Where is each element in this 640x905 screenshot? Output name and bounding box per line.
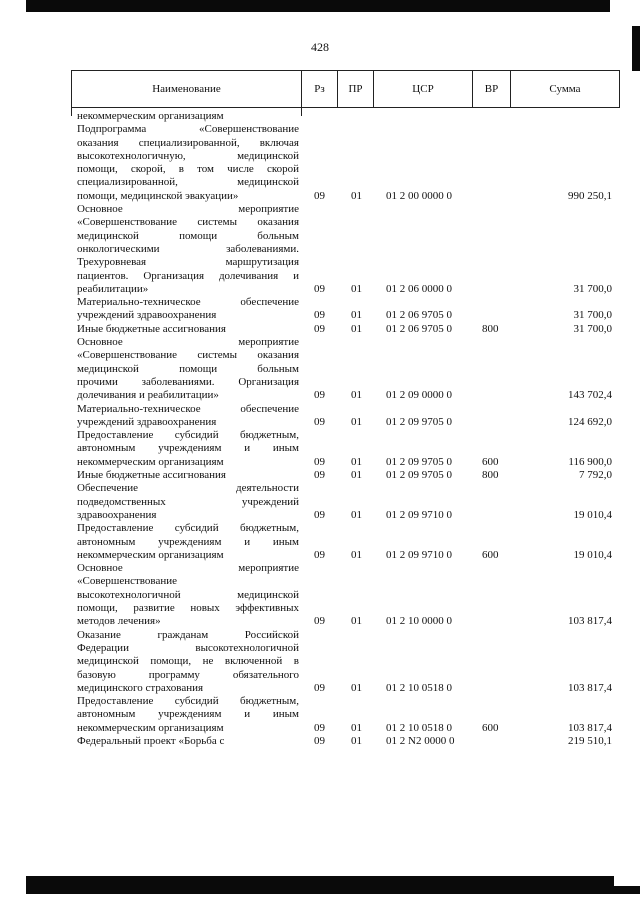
row-csr: 01 2 06 0000 0: [386, 282, 452, 295]
row-csr: 01 2 10 0518 0: [386, 681, 452, 694]
row-sum: 124 692,0: [568, 415, 612, 428]
table-row: [0, 629, 640, 696]
row-csr: 01 2 00 0000 0: [386, 189, 452, 202]
row-csr: 01 2 10 0000 0: [386, 615, 452, 628]
row-pr: 01: [351, 415, 362, 428]
row-vr: 800: [482, 469, 499, 482]
row-name-line: реабилитации»: [77, 282, 149, 295]
row-rz: 09: [314, 455, 325, 468]
row-name-line: оказания специализированной, включая: [77, 136, 299, 149]
row-name-line: некоммерческим организациям: [77, 721, 224, 734]
row-name-line: «Совершенствование: [77, 575, 177, 588]
table-row: [0, 403, 640, 430]
row-sum: 103 817,4: [568, 615, 612, 628]
row-rz: 09: [314, 681, 325, 694]
row-name-line: Основное мероприятие: [77, 562, 299, 575]
row-sum: 31 700,0: [573, 309, 612, 322]
row-name-line: Обеспечение деятельности: [77, 482, 299, 495]
row-name: [77, 203, 299, 296]
row-sum: 143 702,4: [568, 389, 612, 402]
row-pr: 01: [351, 735, 362, 748]
row-rz: 09: [314, 309, 325, 322]
table-row: [0, 695, 640, 735]
row-pr: 01: [351, 389, 362, 402]
header-csr: ЦСР: [374, 71, 473, 107]
row-name-line: некоммерческим организациям: [77, 548, 224, 561]
row-csr: 01 2 10 0518 0: [386, 721, 452, 734]
header-vr: ВР: [473, 71, 511, 107]
row-name-line: автономным учреждениям и иным: [77, 442, 299, 455]
row-rz: 09: [314, 508, 325, 521]
row-name: [77, 323, 299, 336]
row-name-line: помощи, развитие новых эффективных: [77, 602, 299, 615]
row-name-line: долечивания и реабилитации»: [77, 389, 219, 402]
scan-border-bottom: [26, 876, 614, 894]
row-csr: 01 2 09 9710 0: [386, 548, 452, 561]
table-row: [0, 735, 640, 748]
row-pr: 01: [351, 469, 362, 482]
row-name-line: прочими заболеваниями. Организация: [77, 375, 299, 388]
row-rz: 09: [314, 548, 325, 561]
row-rz: 09: [314, 469, 325, 482]
row-rz: 09: [314, 282, 325, 295]
row-csr: 01 2 09 0000 0: [386, 389, 452, 402]
row-name-line: здравоохранения: [77, 508, 157, 521]
table-row: [0, 469, 640, 482]
table-row: [0, 296, 640, 323]
row-vr: 600: [482, 455, 499, 468]
row-name: [77, 296, 299, 323]
row-rz: 09: [314, 735, 325, 748]
row-pr: 01: [351, 455, 362, 468]
row-sum: 7 792,0: [579, 469, 612, 482]
row-name-line: Материально-техническое обеспечение: [77, 402, 299, 415]
page-number: 428: [311, 40, 329, 54]
row-pr: 01: [351, 282, 362, 295]
row-name-line: медицинского страхования: [77, 681, 204, 694]
row-csr: 01 2 09 9705 0: [386, 455, 452, 468]
row-sum: 31 700,0: [573, 322, 612, 335]
row-pr: 01: [351, 189, 362, 202]
header-sum: Сумма: [549, 83, 581, 95]
row-sum: 219 510,1: [568, 735, 612, 748]
table-row: [0, 429, 640, 469]
row-name-line: медицинской помощи больным: [77, 229, 299, 242]
row-name-line: высокотехнологичную, медицинской: [77, 149, 299, 162]
row-name-line: «Совершенствование системы оказания: [77, 216, 299, 229]
row-csr: 01 2 06 9705 0: [386, 309, 452, 322]
row-name-line: методов лечения»: [77, 615, 161, 628]
scan-border-corner: [614, 886, 640, 894]
table-row: [0, 123, 640, 203]
row-name: [77, 469, 299, 482]
row-csr: 01 2 06 9705 0: [386, 322, 452, 335]
row-name-line: медицинской помощи больным: [77, 362, 299, 375]
row-name-line: Иные бюджетные ассигнования: [77, 322, 226, 335]
row-rz: 09: [314, 721, 325, 734]
row-vr: 600: [482, 548, 499, 561]
row-name: [77, 522, 299, 562]
row-pr: 01: [351, 508, 362, 521]
row-name: [77, 403, 299, 430]
row-sum: 19 010,4: [573, 508, 612, 521]
row-name-line: автономным учреждениям и иным: [77, 708, 299, 721]
row-name-line: Материально-техническое обеспечение: [77, 296, 299, 309]
row-name-line: учреждений здравоохранения: [77, 415, 217, 428]
row-pr: 01: [351, 721, 362, 734]
row-name-line: Федеральный проект «Борьба с: [77, 735, 225, 748]
row-name-line: базовую программу обязательного: [77, 668, 299, 681]
row-pr: 01: [351, 681, 362, 694]
row-sum: 19 010,4: [573, 548, 612, 561]
table-row: [0, 336, 640, 403]
row-name: [77, 123, 299, 203]
scan-border-top: [26, 0, 610, 12]
row-name-line: Основное мероприятие: [77, 203, 299, 216]
row-name-line: некоммерческим организациям: [77, 110, 224, 122]
row-name: [77, 695, 299, 735]
row-sum: 103 817,4: [568, 681, 612, 694]
row-pr: 01: [351, 309, 362, 322]
table-header: [71, 70, 620, 108]
table-row: [0, 323, 640, 336]
row-csr: 01 2 09 9710 0: [386, 508, 452, 521]
header-pr: ПР: [338, 71, 374, 107]
row-name-line: Федерации высокотехнологичной: [77, 641, 299, 654]
header-rz: Рз: [302, 71, 338, 107]
row-rz: 09: [314, 615, 325, 628]
table-row: [0, 522, 640, 562]
row-name-line: Основное мероприятие: [77, 336, 299, 349]
header-name: Наименование: [72, 71, 302, 107]
row-vr: 800: [482, 322, 499, 335]
row-pr: 01: [351, 322, 362, 335]
row-sum: 103 817,4: [568, 721, 612, 734]
row-name-line: Подпрограмма «Совершенствование: [77, 123, 299, 136]
row-rz: 09: [314, 415, 325, 428]
row-name: [77, 735, 299, 748]
row-vr: 600: [482, 721, 499, 734]
row-name-line: автономным учреждениям и иным: [77, 535, 299, 548]
row-name: [77, 482, 299, 522]
row-name-line: специализированной, медицинской: [77, 176, 299, 189]
table-row: [0, 562, 640, 629]
table-row: [0, 203, 640, 296]
row-csr: 01 2 09 9705 0: [386, 469, 452, 482]
row-name-line: некоммерческим организациям: [77, 455, 224, 468]
row-name-line: помощи, скорой, в том числе скорой: [77, 163, 299, 176]
row-name-line: высокотехнологичной медицинской: [77, 588, 299, 601]
row-name-line: медицинской помощи, не включенной в: [77, 655, 299, 668]
row-name-line: Иные бюджетные ассигнования: [77, 469, 226, 482]
row-rz: 09: [314, 189, 325, 202]
row-sum: 990 250,1: [568, 189, 612, 202]
row-name-line: Предоставление субсидий бюджетным,: [77, 429, 299, 442]
row-sum: 31 700,0: [573, 282, 612, 295]
row-sum: 116 900,0: [568, 455, 612, 468]
row-name-line: онкологическими заболеваниями.: [77, 242, 299, 255]
row-name-line: помощи, медицинской эвакуации»: [77, 189, 239, 202]
row-rz: 09: [314, 389, 325, 402]
row-csr: 01 2 09 9705 0: [386, 415, 452, 428]
row-name: [77, 110, 299, 123]
row-name: [77, 429, 299, 469]
row-pr: 01: [351, 548, 362, 561]
row-name-line: Оказание гражданам Российской: [77, 628, 299, 641]
row-pr: 01: [351, 615, 362, 628]
row-name-line: пациентов. Организация долечивания и: [77, 269, 299, 282]
row-csr: 01 2 N2 0000 0: [386, 735, 455, 748]
row-name-line: подведомственных учреждений: [77, 495, 299, 508]
table-row: [0, 110, 640, 123]
row-name-line: Предоставление субсидий бюджетным,: [77, 522, 299, 535]
row-name: [77, 562, 299, 628]
row-name: [77, 336, 299, 402]
row-name-line: «Совершенствование системы оказания: [77, 349, 299, 362]
row-rz: 09: [314, 322, 325, 335]
row-name-line: учреждений здравоохранения: [77, 309, 217, 322]
row-name-line: Трехуровневая маршрутизация: [77, 256, 299, 269]
table-row: [0, 482, 640, 522]
row-name-line: Предоставление субсидий бюджетным,: [77, 695, 299, 708]
row-name: [77, 629, 299, 695]
